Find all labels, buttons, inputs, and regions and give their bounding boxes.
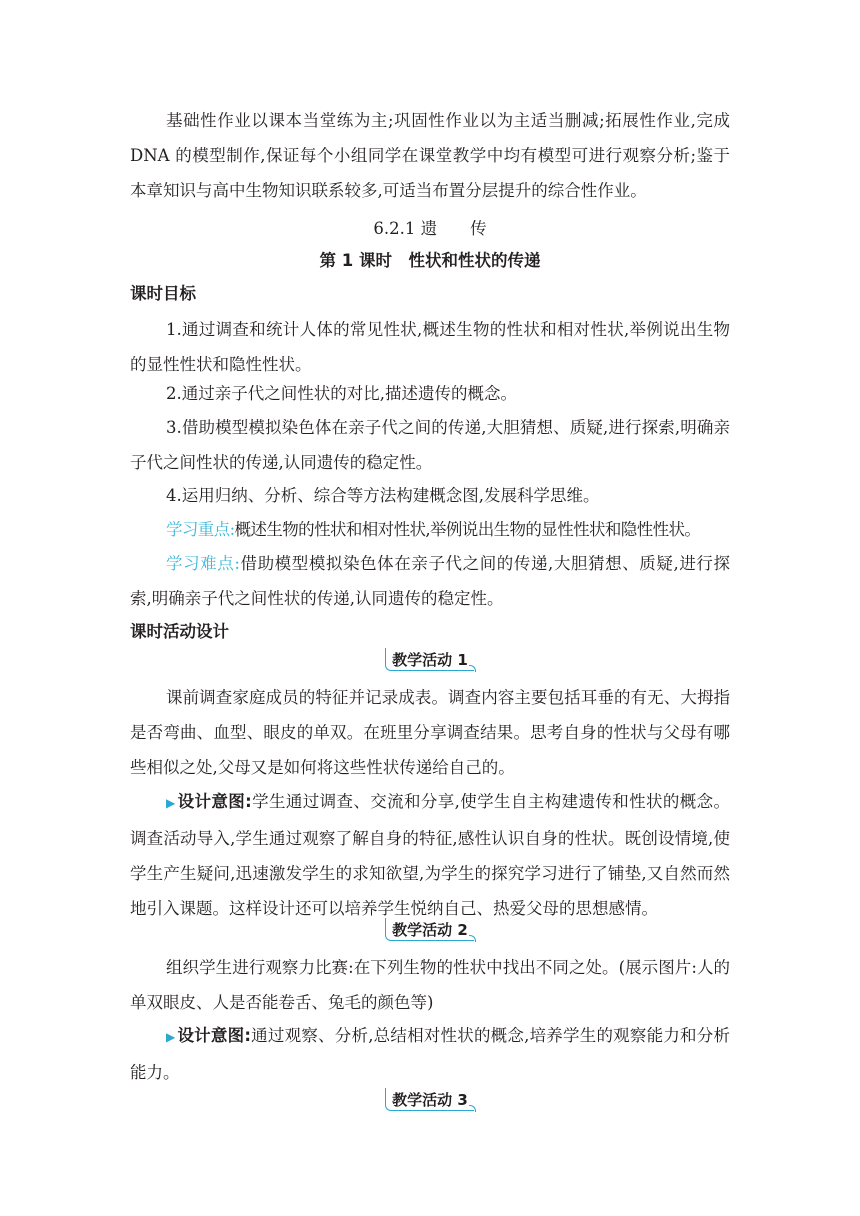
triangle-bullet-icon: ▶ — [166, 1030, 176, 1044]
activity-3-badge — [385, 1088, 475, 1114]
key-point-label: 学习重点: — [166, 520, 235, 539]
difficulty-label: 学习难点: — [166, 554, 240, 573]
key-point — [130, 512, 730, 547]
activity-2-body: 组织学生进行观察力比赛:在下列生物的性状中找出不同之处。(展示图片:人的单双眼皮、人是否能卷舌、兔毛的颜色等) — [130, 958, 730, 1012]
activity-2-intent — [130, 1018, 730, 1090]
activity-1-intent-label: 设计意图: — [177, 792, 252, 811]
section-title: 6.2.1 遗 传 — [373, 219, 487, 238]
objective-item-2: 2.通过亲子代之间性状的对比,描述遗传的概念。 — [166, 384, 517, 403]
difficulty — [130, 546, 730, 616]
objective-item-1: 1.通过调查和统计人体的常见性状,概述生物的性状和相对性状,举例说出生物的显性性状和隐性性状。 — [130, 320, 730, 374]
activity-1-label: 教学活动 1 — [392, 651, 468, 669]
activity-2-label: 教学活动 2 — [392, 921, 468, 939]
activity-1-body: 课前调查家庭成员的特征并记录成表。调查内容主要包括耳垂的有无、大拇指是否弯曲、血型、眼皮的单双。在班里分享调查结果。思考自身的性状与父母有哪些相似之处,父母又是如何将这些性状传递给自己的。 — [130, 688, 730, 777]
key-point-text: 概述生物的性状和相对性状,举例说出生物的显性性状和隐性性状。 — [234, 520, 701, 539]
objective-item-4: 4.运用归纳、分析、综合等方法构建概念图,发展科学思维。 — [166, 486, 600, 505]
activity-1-intent-text: 学生通过调查、交流和分享,使学生自主构建遗传和性状的概念。调查活动导入,学生通过观察了解自身的特征,感性认识自身的性状。既创设情境,使学生产生疑问,迅速激发学生的求知欲望,为学生的探究学习进行了铺垫,又自然而然地引入课题。这样设计还可以培养学生悦纳自己、热爱父母的思想感情。 — [130, 792, 730, 918]
triangle-bullet-icon: ▶ — [166, 796, 176, 810]
activity-2-intent-label: 设计意图: — [177, 1026, 251, 1045]
objectives-heading: 课时目标 — [130, 284, 196, 303]
activity-design-heading: 课时活动设计 — [130, 622, 229, 641]
difficulty-text: 借助模型模拟染色体在亲子代之间的传递,大胆猜想、质疑,进行探索,明确亲子代之间性状的传递,认同遗传的稳定性。 — [130, 554, 730, 608]
activity-3-label: 教学活动 3 — [392, 1091, 468, 1109]
activity-2-intent-text: 通过观察、分析,总结相对性状的概念,培养学生的观察能力和分析能力。 — [130, 1026, 730, 1082]
activity-1-badge — [385, 648, 475, 674]
intro-paragraph: 基础性作业以课本当堂练为主;巩固性作业以为主适当删减;拓展性作业,完成 DNA 的模型制作,保证每个小组同学在课堂教学中均有模型可进行观察分析;鉴于本章知识与高中生物知识联系较多,可适当布置分层提升的综合性作业。 — [130, 111, 730, 200]
lesson-title: 第 1 课时 性状和性状的传递 — [319, 251, 541, 270]
activity-1-intent — [130, 784, 730, 926]
objective-item-3: 3.借助模型模拟染色体在亲子代之间的传递,大胆猜想、质疑,进行探索,明确亲子代之间性状的传递,认同遗传的稳定性。 — [130, 418, 730, 472]
activity-2-badge — [385, 918, 475, 944]
